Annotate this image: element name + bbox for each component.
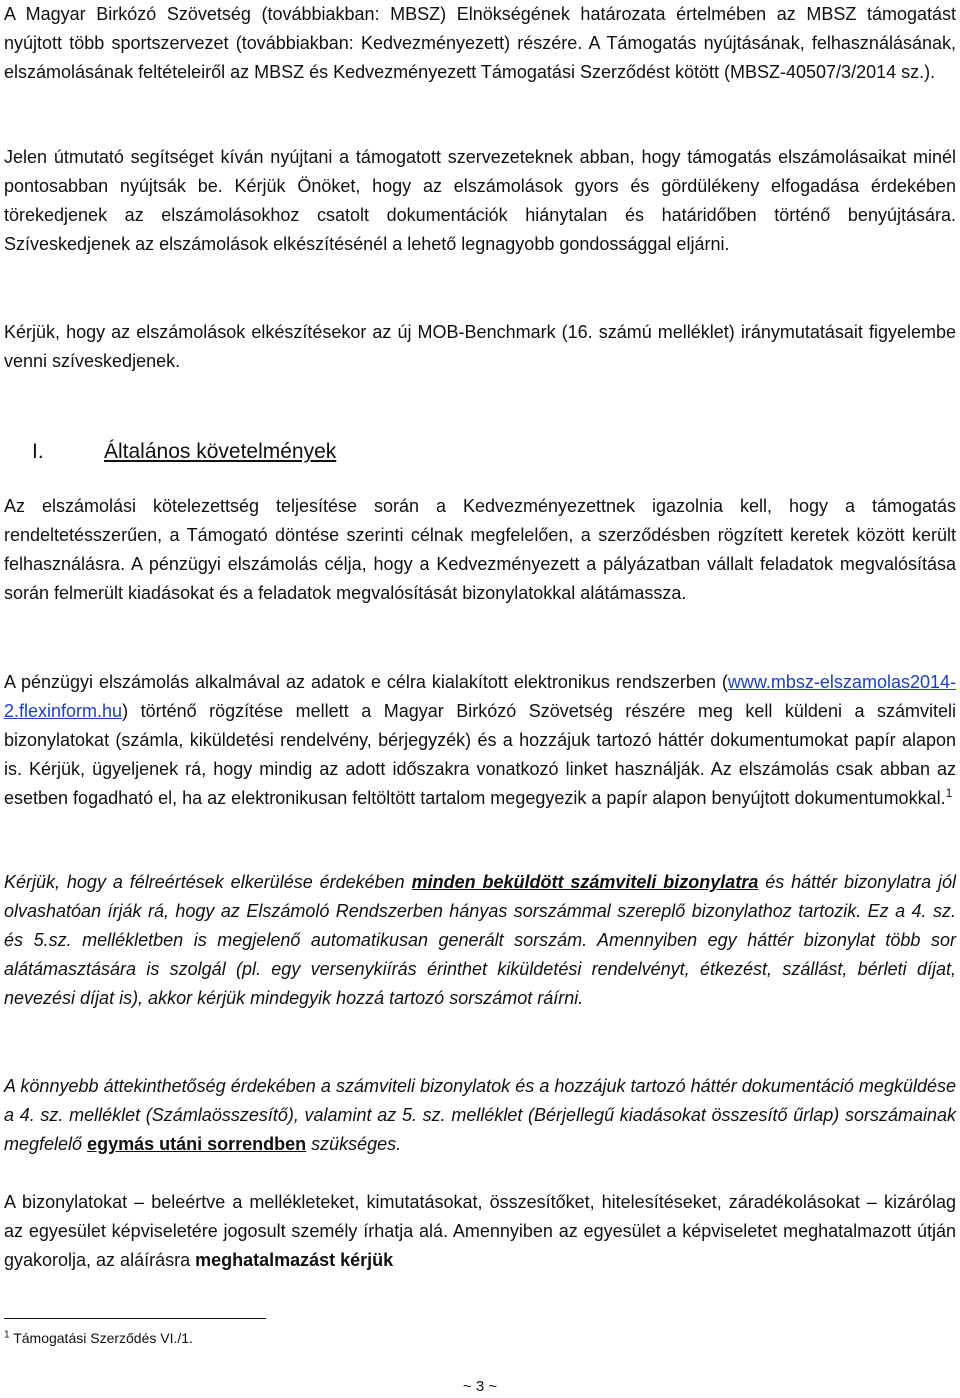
numbering-instruction-paragraph <box>4 868 956 1013</box>
guide-purpose-paragraph: Jelen útmutató segítséget kíván nyújtani a támogatott szervezeteknek abban, hogy támogatás elszámolásaikat minél pontosabban nyújtsák be. Kérjük Önöket, hogy az elszámolások gyors és gördülékeny elfogadása érdekében törekedjenek az elszámolásokhoz csatolt dokumentációk hiánytalan és határidőben történő benyújtására. Szíveskedjenek az elszámolások elkészítésénél a lehető legnagyobb gondossággal eljárni. <box>4 147 956 254</box>
signature-paragraph <box>4 1188 956 1275</box>
footnote-reference[interactable]: 1 <box>945 786 953 800</box>
benchmark-paragraph: Kérjük, hogy az elszámolások elkészítésekor az új MOB-Benchmark (16. számú melléklet) iránymutatásait figyelembe venni szíveskedjenek. <box>4 322 956 371</box>
electronic-system-paragraph <box>4 668 956 813</box>
signature-emphasis: meghatalmazást kérjük <box>195 1250 394 1270</box>
ordering-paragraph <box>4 1072 956 1159</box>
section-title: Általános követelmények <box>104 440 337 463</box>
numbering-emphasis: minden beküldött számviteli bizonylatra <box>411 872 759 892</box>
flexinform-link[interactable]: www.mbsz-elszamolas2014-2.flexinform.hu <box>4 672 956 721</box>
section-heading <box>32 437 336 466</box>
numbering-text-c: és háttér bizonylatra jól olvashatóan írják rá, hogy az Elszámoló Rendszerben hányas sorszámmal szereplő bizonylathoz tartozik. Ez a 4. sz. és 5.sz. mellékletben is megjelenő automatikusan generált sorszám. Amennyiben egy háttér bizonylat több sor alátámasztására is szolgál (pl. egy versenykiírás érinthet kiküldetési rendelvényt, étkezést, szállást, bérleti díjat, nevezési díjat is), akkor kérjük mindegyik hozzá tartozó sorszámot ráírni. <box>4 872 957 1008</box>
page-number: ~ 3 ~ <box>462 1378 498 1395</box>
electronic-system-text-b: ) történő rögzítése mellett a Magyar Birkózó Szövetség részére meg kell küldeni a számviteli bizonylatokat (számla, kiküldetési rendelvény, bérjegyzék) és a hozzájuk tartozó háttér dokumentumokat papír alapon is. Kérjük, ügyeljenek rá, hogy mindig az adott időszakra vonatkozó linket használják. Az elszámolás csak abban az esetben fogadható el, ha az elektronikusan feltöltött tartalom megegyezik a papír alapon benyújtott dokumentumokkal. <box>4 701 956 808</box>
ordering-text-c: szükséges. <box>306 1134 402 1154</box>
section-number: I. <box>32 440 44 463</box>
ordering-emphasis: egymás utáni sorrendben <box>87 1134 307 1154</box>
intro-paragraph: A Magyar Birkózó Szövetség (továbbiakban: MBSZ) Elnökségének határozata értelmében az MBSZ támogatást nyújtott több sportszervezet (továbbiakban: Kedvezményezett) részére. A Támogatás nyújtásának, felhasználásának, elszámolásának feltételeiről az MBSZ és Kedvezményezett Támogatási Szerződést kötött (MBSZ-40507/3/2014 sz.). <box>4 4 956 82</box>
electronic-system-text-a: A pénzügyi elszámolás alkalmával az adatok e célra kialakított elektronikus rendszerben ( <box>4 672 728 692</box>
footnote <box>4 1328 193 1348</box>
footnote-divider <box>4 1318 266 1319</box>
requirements-paragraph: Az elszámolási kötelezettség teljesítése során a Kedvezményezettnek igazolnia kell, hogy a támogatás rendeltetésszerűen, a Támogató döntése szerinti célnak megfelelően, a szerződésben rögzített keretek között került felhasználásra. A pénzügyi elszámolás célja, hogy a Kedvezményezett a pályázatban vállalt feladatok megvalósítása során felmerült kiadásokat és a feladatok megvalósítását bizonylatokkal alátámassza. <box>4 496 956 603</box>
ordering-text-a: A könnyebb áttekinthetőség érdekében a számviteli bizonylatok és a hozzájuk tartozó háttér dokumentáció megküldése a 4. sz. melléklet (Számlaösszesítő), valamint az 5. sz. melléklet (Bérjellegű kiadásokat összesítő űrlap) sorszámainak megfelelő <box>4 1076 956 1154</box>
footnote-text: Támogatási Szerződés VI./1. <box>9 1330 193 1346</box>
numbering-text-a: Kérjük, hogy a félreértések elkerülése érdekében <box>4 872 412 892</box>
footnote-marker: 1 <box>4 1329 10 1341</box>
signature-text-a: A bizonylatokat – beleértve a mellékleteket, kimutatásokat, összesítőket, hitelesítéseket, záradékolásokat – kizárólag az egyesület képviseletére jogosult személy írhatja alá. Amennyiben az egyesület a képviseletet meghatalmazott útján gyakorolja, az aláírásra <box>4 1192 956 1270</box>
